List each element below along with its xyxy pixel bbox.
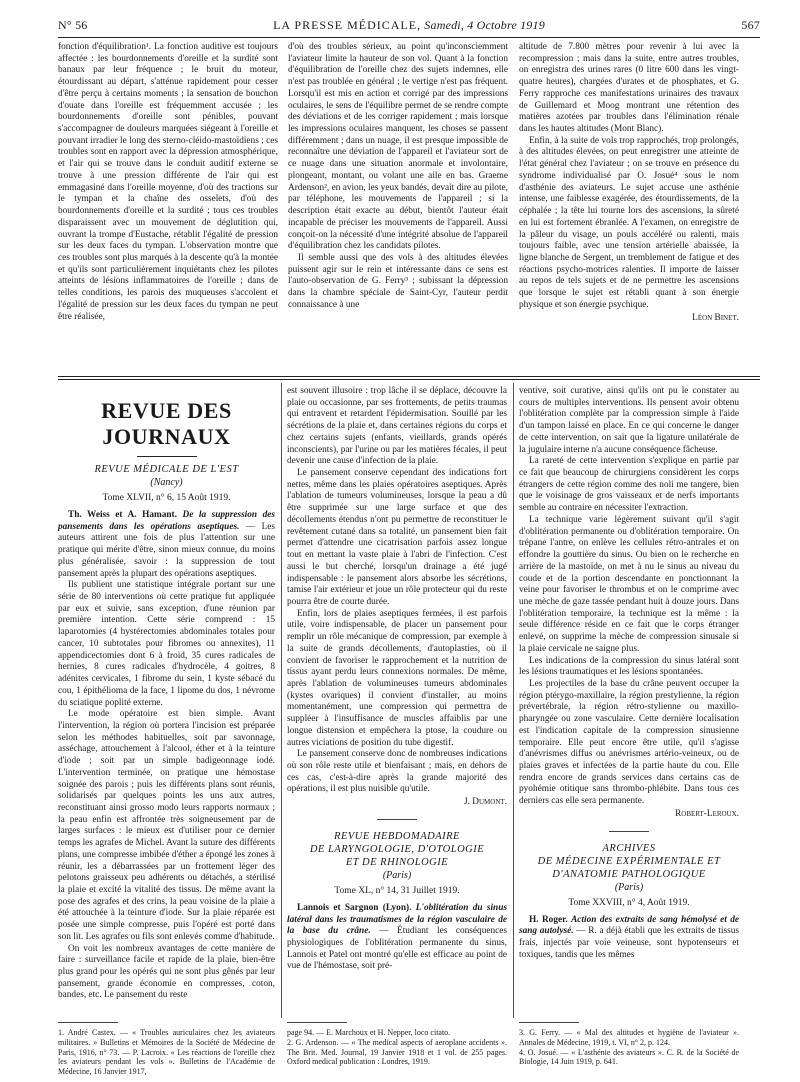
top-article-column-1 [58,42,278,323]
heading-rule [377,819,417,820]
article-title: L'oblitération du sinus latéral dans les traumatismes de la région vasculaire de la base du crâne. [287,902,507,937]
journal-title: REVUE MÉDICALE DE L'EST [94,464,239,475]
journal-city: (Paris) [614,881,644,893]
paragraph: On voit les nombreux avantages de cette manière de faire : surveillance facile et rapide de la plaie, bien-être plus grand pour les opérés qui ne sont plus gênés par leur pansement, grande économie en compresses, coton, bandes, etc. Le pansement du reste [58,943,275,1001]
author-signature: Robert-Leroux. [675,808,739,819]
paragraph: Les projectiles de la base du crâne peuvent occuper la région ptérygo-maxillaire, la région prestylienne, la région prévertébrale, la région rétro-stylienne ou maxillo-pharyngée ou zone vasculaire. Cette dernière localisation est l'indication capitale de la compression sinusienne temporaire. Elle peut encore être utile, qu'il s'agisse d'anévrismes diffus ou anévrismes artério-veineux, ou de plaies graves et infectées de la partie haute du cou. Elle rendra encore de grands services dans certains cas de pyohémie otitique sans thrombo-phlébite. Dans tous ces derniers cas elle sera permanente. [519,678,739,807]
page-header [58,18,760,36]
top-article-column-2 [288,42,508,312]
article-authors: Lannois et Sargnon (Lyon). [297,902,412,913]
journal-title: REVUE HEBDOMADAIRE [334,830,460,842]
journal-name: LA PRESSE MÉDICALE, [273,18,422,32]
paragraph: La technique varie légèrement suivant qu'il s'agit d'oblitération permanente ou d'oblitération temporaire. On trépane l'antre, on enlève les cellules rétro-antrales et on effondre la gouttière du sinus. Ou bien on le recherche en arrière de la mastoïde, on met à nu le sinus au niveau du coude et de la portion descendante en ponctionnant la veine pour favoriser le thrombus et on le comprime avec une mèche de gaze tassée pendant huit à douze jours. Dans l'oblitération temporaire, la technique est la même : la seule différence réside en ce fait que le corps étranger enlevé, on supprime la mèche de compression sinusale si la plaie cervicale ne saigne plus. [519,514,739,654]
article-text: — R. a déjà établi que les extraits de tissus frais, injectés par voie veineuse, sont hypotenseurs et toxiques, tandis que les mêmes [519,926,739,960]
journal-issue: Tome XLVII, n° 6, 15 Août 1919. [102,493,231,503]
revue-column-3 [519,386,739,961]
paragraph: Les indications de la compression du sinus latéral sont les lésions traumatiques et les lésions spontanées. [519,655,739,678]
section-heading: REVUE DES JOURNAUX [101,398,232,449]
heading-rule [137,456,197,457]
footnote-rule [287,1022,347,1023]
page-number: 567 [741,18,760,32]
author-signature: Léon Binet. [692,312,739,323]
heading-rule [609,831,649,832]
issue-date: Samedi, 4 Octobre 1919 [424,18,545,32]
journal-title: DE MÉDECINE EXPÉRIMENTALE ET [537,855,721,867]
article-abstract [287,903,507,973]
column-separator [281,383,282,1018]
paragraph: Ils publient une statistique intégrale portant sur une série de 80 interventions où cette pratique fut appliquée par eux et suivie, sans exception, d'une réunion par première intention. Cette série comprend : 15 laparotomies (4 hystérectomies abdominales totales pour cancer, 10 subtotales pour fibromes ou annexites), 11 appendicectomies dont 6 à froid, 35 cures radicales de hernies, 8 cures radicales d'hydrocèle, 4 goitres, 8 adénites cervicales, 1 fibrome du sein, 1 kyste sébacé du cou, 1 épithélioma de la face, 1 lipome du dos, 1 névrome du sciatique poplité externe. [58,580,275,708]
journal-city: (Paris) [382,869,412,881]
paragraph: Enfin, lors de plaies aseptiques fermées, il est parfois utile, voire indispensable, de placer un pansement pour remplir un rôle mécanique de compression, par exemple à la suite de grands décollements, d'autoplasties, où il convient de favoriser le rapprochement et la nutrition de tissus ayant perdu leurs connexions normales. De même, après l'ablation de volumineuses tumeurs abdominales (kystes ovariques) il convient d'installer, au moins momentanément, une compression qui permettra de suppléer à l'insuffisance de muscles affaiblis par une longue distension et empêchera la ptose, la coudure ou autres viciations de position du tube digestif. [287,608,507,748]
footnote-rule [519,1022,579,1023]
journal-issue: Tome XL, n° 14, 31 Juillet 1919. [334,885,460,896]
top-article-column-3 [519,42,739,324]
paragraph: Le mode opératoire est bien simple. Avant l'intervention, la région où portera l'incision est préparée selon les méthodes habituelles, soit par savonnage, asséchage, attouchement à l'alcool, éther et à la teinture d'iode ; soit par un simple badigeonnage iodé. L'intervention terminée, on pratique une hémostase soignée des parois ; puis les différents plans sont réunis, solidarisés par quelques points les uns aux autres, reconstituant ainsi grosso modo leurs rapports normaux ; la peau enfin est affrontée très soigneusement par de larges surfaces : le mieux est d'utiliser pour ce dernier temps les agrafes de Michel. Avant la suture des différents plans, une compresse imbibée d'éther a épongé les zones à réunir, les a débarrassées par un frottement léger des pelotons graisseux peu adhérents ou détachés, a stérilisé la plaie et excité la vitalité des tissus. De même avant la pose des agrafes et des crins, la peau voisine de la plaie a été attouchée à la teinture d'iode. Sur la plaie réparée est posée une simple compresse, puis l'opéré est porté dans son lit. Les agrafes ou fils sont enlevés comme d'habitude. [58,709,275,942]
journal-title: ARCHIVES [602,842,656,854]
article-abstract [58,510,275,580]
section-divider [58,379,760,380]
footnote: page 94. — E. Marchoux et H. Nepper, loco citato. 2. G. Ardenson. — « The medical aspects of aeroplane accidents ». The Brit. Med. Journal, 19 Janvier 1918 et 1 vol. de 255 pages. Oxford medical publication : Londres, 1919. [287,1028,507,1067]
article-authors: Th. Weiss et A. Hamant. [68,510,177,520]
paragraph: ventive, soit curative, ainsi qu'ils ont pu le constater au cours de multiples interventions. Ils pensent avoir obtenu l'oblitération complète par la compression simple à l'aide d'un tampon laissé en place. En ce qui concerne le danger de cette intervention, on sait que la ligature unilatérale de la jugulaire interne n'a aucune conséquence fâcheuse. [519,386,739,455]
article-abstract [519,915,739,962]
article-authors: H. Roger. [529,914,568,925]
revue-column-1 [58,386,275,1002]
paragraph: est souvent illusoire : trop lâche il se déplace, découvre la plaie ou occasionne, par ses frottements, de petits traumas qui entravent et retardent l'épidermisation. Souillé par les sécrétions de la plaie et, dans certaines régions du corps et chez certains sujets (enfants, vieillards, grands opérés inconscients), par l'urine ou par les matières fécales, il peut devenir une cause d'infection de la plaie. [287,386,507,467]
column-separator [513,383,514,1018]
article-title: Action des extraits de sang hémolysé et de sang autolysé. [519,914,740,937]
journal-issue: Tome XXVIII, n° 4, Août 1919. [568,897,690,908]
issue-number: N° 56 [58,18,88,32]
paragraph: Enfin, à la suite de vols trop rapprochés, trop prolongés, à des altitudes élevées, on peut enregistrer une atteinte de l'état général chez l'aviateur ; on se trouve en présence du syndrome individualisé par O. Josué⁴ sous le nom d'asthénie des aviateurs. Le sujet accuse une asthénie intense, une faiblesse exagérée, des étourdissements, de la céphalée ; la tête lui tourne lors des ascensions, la sûreté en lui est fortement ébranlée. A l'examen, on enregistre de la pâleur du visage, un pouls accéléré ou ralenti, mais toujours faible, avec une tension artérielle abaissée, la ligne blanche de Sergent, un tremblement de fatigue et des réactions psycho-motrices ralenties. Il importe de laisser au repos de tels sujets et de ne permettre les ascensions que lorsque le sujet est rétabli quant à son énergie physique et son énergie psychique. [519,135,739,310]
journal-title: D'ANATOMIE PATHOLOGIQUE [552,868,706,880]
footnote: 1. André Castex. — « Troubles auriculaires chez les aviateurs militaires. » Bulletins et Mémoires de la Société de Médecine de Paris, 1916, n° 73. — P. Lacroix. « Les réactions de l'oreille chez les aviateurs pendant les vols ». Bulletins de l'Académie de Médecine, 16 Janvier 1917, [58,1028,275,1077]
paragraph: d'où des troubles sérieux, au point qu'inconsciemment l'aviateur limite la hauteur de son vol. Quant à la fonction d'équilibration de l'oreille chez des sujets indemnes, elle n'est pas troublée en général ; le vertige n'est pas fréquent. Lorsqu'il est mis en action et corrigé par des impressions oculaires, le sens de l'équilibre permet de se rendre compte des déviations et de les corriger rapidement ; mais lorsque les impressions oculaires manquent, les choses se passent différemment ; dans un nuage, il est presque impossible de reconnaître une déviation de l'appareil et l'aviateur sort de ce nuage dans une situation anormale et involontaire, plongeant, montant, ou volant une aile en bas. Graeme Ardenson², en avion, les yeux bandés, devait dire au pilote, par téléphone, les mouvements de l'appareil ; si la description était exacte au début, bientôt l'auteur était incapable de préciser les mouvements de l'appareil. Aussi conçoit-on la nécessité d'une intégrité absolue de l'appareil d'équilibration chez les candidats pilotes. [288,42,508,252]
journal-title: DE LARYNGOLOGIE, D'OTOLOGIE [309,843,485,855]
paragraph: Le pansement conserve cependant des indications fort nettes, même dans les plaies opératoires aseptiques. Après l'ablation de tumeurs volumineuses, lorsque la peau a dû être supprimée sur une large surface et que des décollements étendus n'ont pu permettre de reconstituer le revêtement cutané dans sa totalité, un pansement bien fait permet d'attendre une cicatrisation parfois assez longue tout en mettant la vaste plaie à l'abri de l'infection. C'est aussi le but cherché, lorsqu'un drainage a été jugé indispensable : le pansement alors absorbe les sécrétions, tamise l'air extérieur et joue un rôle protecteur qui du reste pourra être de courte durée. [287,468,507,607]
author-signature: J. Dumont. [464,797,507,808]
journal-title: ET DE RHINOLOGIE [345,856,449,868]
article-text: — Les auteurs attirent une fois de plus l'attention sur une pratique qui mérite d'être, sinon mieux connue, du moins plus généralisée, savoir : la suppression de tout pansement après la plupart des opérations aseptiques. [58,521,276,579]
article-text: — Étudiant les conséquences physiologiques de l'oblitération permanente du sinus, Lannois et Patel ont montré qu'elle est efficace au point de vue de l'hémostase, soit pré- [287,926,507,972]
masthead [58,18,760,33]
revue-column-2 [287,386,507,973]
footnote-rule [58,1022,118,1023]
article-title: De la suppression des pansements dans les opérations aseptiques. [58,510,276,532]
footnote: 3. G. Ferry. — « Mal des altitudes et hygiène de l'aviateur ». Annales de Médecine, 1919, t. VI, n° 2, p. 124. 4. O. Josué. — « L'asthénie des aviateurs ». C. R. de la Société de Biologie, 14 Juin 1919, p. 641. [519,1028,739,1067]
paragraph: fonction d'équilibration¹. La fonction auditive est toujours affectée : les bourdonnements d'oreille et la surdité sont banaux par leur fréquence ; le bruit du moteur, étourdissant au départ, s'atténue rapidement pour cesser d'être perçu à certains moments ; la sensation de bouchon d'ouate dans l'oreille est fréquemment accusée ; les bourdonnements d'oreille sont pénibles, pouvant s'accompagner de douleurs marquées siégeant à l'oreille et pouvant irradier le long des sterno-cléido-mastoïdiens ; ces troubles sont en rapport avec la dépression atmosphérique, et l'air qui se trouve dans le conduit auditif externe se trouve à une pression différente de l'air qui est emmagasiné dans l'oreille moyenne, d'où des tractions sur le tympan et la chaîne des osselets, d'où des bourdonnements d'oreille et la surdité ; tous ces troubles disparaissent avec un mouvement de déglutition qui, ouvrant la trompe d'Eustache, rétablit l'égalité de pression sur les deux faces du tympan. L'observation montre que ces troubles sont plus marqués à la descente qu'à la montée et qu'ils sont particulièrement inquiétants chez les pilotes atteints de lésions inflammatoires de l'oreille ; dans de telles conditions, les parois des muqueuses s'accolent et l'égalité de pression sur les deux faces du tympan ne peut être réalisée, [58,42,278,322]
paragraph: La rareté de cette intervention s'explique en partie par ce fait que beaucoup de chirurgiens considèrent les corps étrangers de cette région comme des noli me tangere, bien que le voisinage de gros vaisseaux et de nerfs importants semble au contraire en nécessiter l'extraction. [519,456,739,514]
header-rule [58,37,760,38]
paragraph: altitude de 7.800 mètres pour revenir à lui avec la recompression ; mais dans la suite, entre autres troubles, on enregistra des urines rares (0 litre 600 dans les vingt-quatre heures), chargées d'urates et de phosphates, et G. Ferry rapproche ces manifestations urinaires des travaux de Guillemard et Moog montrant une rétention des matières azotées par troubles dans l'élimination rénale dans les hautes altitudes (Mont Blanc). [519,42,739,135]
paragraph: Le pansement conserve donc de nombreuses indications où son rôle reste utile et bienfaisant ; mais, en dehors de ces cas, c'est-à-dire après la grande majorité des opérations, il est plus nuisible qu'utile. [287,749,507,795]
paragraph: Il semble aussi que des vols à des altitudes élevées puissent agir sur le rein et intéressante dans ce sens est l'auto-observation de G. Ferry³ ; subissant la dépression dans la chambre spéciale de Saint-Cyr, l'auteur perdit connaissance à une [288,252,508,310]
section-divider [58,376,760,377]
journal-city: (Nancy) [150,477,183,488]
